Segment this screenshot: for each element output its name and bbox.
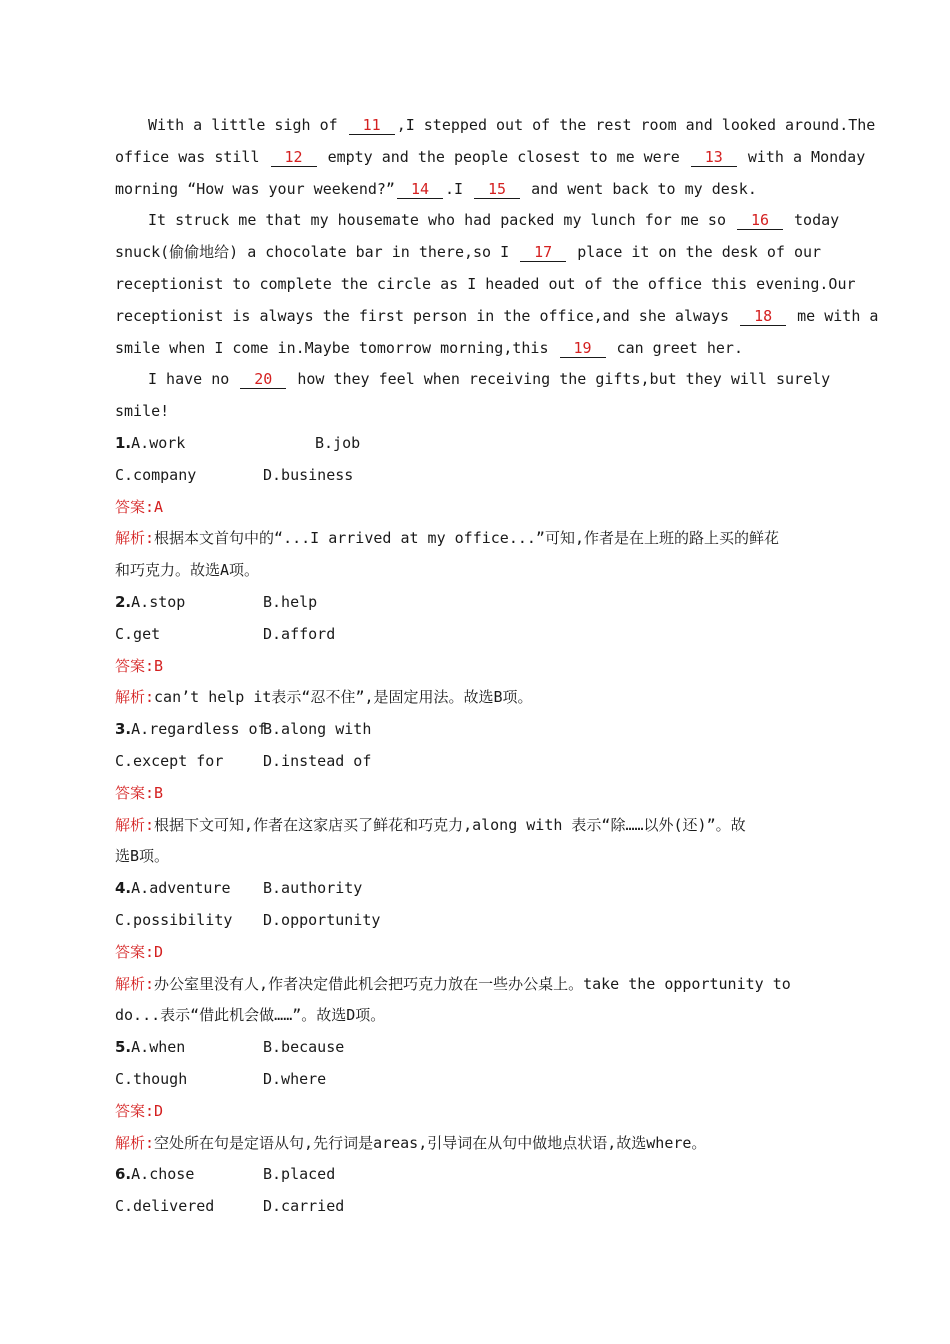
explanation-text: 办公室里没有人,作者决定借此机会把巧克力放在一些办公桌上。take the opportunity to [154, 974, 791, 993]
answer-label: 答案: [115, 497, 155, 516]
question-number: 5. [115, 1038, 132, 1057]
answer-value: B [154, 656, 164, 675]
passage-text: place it on the desk of our [577, 243, 822, 262]
answer-value: D [154, 1101, 164, 1120]
option-a: A.chose [131, 1165, 195, 1184]
question-5-options-row [115, 1032, 830, 1064]
answer-line [115, 1096, 830, 1128]
option-c: C.possibility [115, 910, 233, 929]
explanation-label: 解析: [115, 1133, 155, 1152]
blank-17: 17 [520, 243, 566, 262]
passage-text: snuck(偷偷地给) a chocolate bar in there,so I [115, 243, 510, 262]
explanation-line [115, 1000, 830, 1032]
passage-text: today [794, 211, 840, 230]
passage-line [115, 269, 856, 301]
option-c: C.company [115, 465, 197, 484]
blank-19: 19 [560, 339, 606, 358]
option-a: A.when [131, 1038, 186, 1057]
question-4-options-row [115, 873, 830, 905]
option-a: A.stop [131, 592, 186, 611]
explanation-text: 空处所在句是定语从句,先行词是areas,引导词在从句中做地点状语,故选where。 [154, 1133, 707, 1152]
passage-text: and went back to my desk. [531, 179, 757, 198]
option-d: D.where [263, 1069, 327, 1088]
passage-text: smile! [115, 402, 170, 421]
passage-line [115, 205, 840, 237]
explanation-text: 选B项。 [115, 847, 170, 866]
explanation-label: 解析: [115, 815, 155, 834]
passage-line [115, 237, 830, 269]
explanation-text: 和巧克力。故选A项。 [115, 561, 260, 580]
answer-line [115, 778, 830, 810]
explanation-text: 根据下文可知,作者在这家店买了鲜花和巧克力,along with 表示“除……以外(还)”。故 [154, 815, 746, 834]
passage-text: smile when I come in.Maybe tomorrow morning,this [115, 338, 549, 357]
explanation-line [115, 810, 830, 842]
question-6-options-row [115, 1159, 830, 1191]
passage-text: morning “How was your weekend?” [115, 179, 395, 198]
blank-16: 16 [737, 211, 783, 230]
passage-line [115, 174, 830, 206]
question-6-options-row [115, 1191, 830, 1223]
option-b: B.placed [263, 1165, 336, 1184]
explanation-text: do...表示“借此机会做……”。故选D项。 [115, 1006, 386, 1025]
answer-label: 答案: [115, 942, 155, 961]
blank-15: 15 [474, 180, 520, 199]
option-b: B.because [263, 1038, 345, 1057]
explanation-line [115, 682, 830, 714]
answer-line [115, 492, 830, 524]
explanation-text: 根据本文首句中的“...I arrived at my office...”可知,作者是在上班的路上买的鲜花 [154, 529, 779, 548]
question-2-options-row [115, 619, 830, 651]
question-3-options-row [115, 746, 830, 778]
passage-line [115, 396, 830, 428]
passage-text: receptionist is always the first person in the office,and she always [115, 306, 730, 325]
option-a: A.adventure [131, 879, 231, 898]
passage-text: ,I stepped out of the rest room and looked around.The [396, 116, 876, 134]
option-c: C.delivered [115, 1197, 215, 1216]
passage-text: With a little sigh of [148, 116, 338, 134]
option-a: A.regardless of [131, 720, 267, 739]
option-c: C.except for [115, 751, 224, 770]
explanation-line [115, 523, 830, 555]
answer-value: A [154, 497, 164, 516]
question-1-options-row [115, 460, 830, 492]
question-2-options-row [115, 587, 830, 619]
passage-text: with a Monday [747, 147, 866, 166]
question-1-options-row [115, 428, 830, 460]
blank-14: 14 [397, 180, 443, 199]
option-d: D.business [263, 465, 354, 484]
answer-value: D [154, 942, 164, 961]
passage-text: receptionist to complete the circle as I headed out of the office this evening.Our [115, 274, 856, 293]
question-number: 3. [115, 720, 132, 739]
option-d: D.instead of [263, 751, 372, 770]
passage-text: can greet her. [616, 338, 743, 357]
option-b: B.job [315, 433, 361, 452]
blank-13: 13 [691, 148, 737, 167]
option-a: A.work [131, 433, 186, 452]
passage-line [115, 364, 830, 396]
answer-value: B [154, 783, 164, 802]
option-d: D.carried [263, 1197, 345, 1216]
blank-18: 18 [740, 307, 786, 326]
passage-text: .I [444, 179, 464, 198]
explanation-line [115, 841, 830, 873]
passage-text: how they feel when receiving the gifts,but they will surely [297, 370, 831, 389]
passage-line [115, 333, 830, 365]
option-b: B.help [263, 592, 318, 611]
document-page [115, 110, 879, 1223]
option-d: D.afford [263, 624, 336, 643]
answer-label: 答案: [115, 656, 155, 675]
blank-20: 20 [240, 370, 286, 389]
passage-line [115, 110, 876, 142]
explanation-line [115, 555, 830, 587]
passage-text: office was still [115, 147, 260, 166]
explanation-label: 解析: [115, 529, 155, 548]
question-5-options-row [115, 1064, 830, 1096]
explanation-line [115, 969, 830, 1001]
passage-text: empty and the people closest to me were [327, 147, 680, 166]
passage-text: It struck me that my housemate who had packed my lunch for me so [148, 211, 726, 230]
question-number: 6. [115, 1165, 132, 1184]
answer-line [115, 937, 830, 969]
option-b: B.along with [263, 720, 372, 739]
option-b: B.authority [263, 879, 363, 898]
blank-11: 11 [349, 116, 395, 135]
explanation-line [115, 1128, 830, 1160]
explanation-label: 解析: [115, 974, 155, 993]
passage-line [115, 301, 879, 333]
question-4-options-row [115, 905, 830, 937]
explanation-label: 解析: [115, 688, 155, 707]
question-3-options-row [115, 714, 830, 746]
passage-text: I have no [148, 370, 230, 389]
passage-line [115, 142, 866, 174]
question-number: 4. [115, 879, 132, 898]
question-number: 2. [115, 592, 132, 611]
explanation-text: can’t help it表示“忍不住”,是固定用法。故选B项。 [154, 688, 533, 707]
answer-line [115, 651, 830, 683]
passage-text: me with a [797, 306, 879, 325]
question-number: 1. [115, 433, 132, 452]
option-d: D.opportunity [263, 910, 381, 929]
answer-label: 答案: [115, 783, 155, 802]
option-c: C.though [115, 1069, 188, 1088]
blank-12: 12 [271, 148, 317, 167]
answer-label: 答案: [115, 1101, 155, 1120]
option-c: C.get [115, 624, 161, 643]
